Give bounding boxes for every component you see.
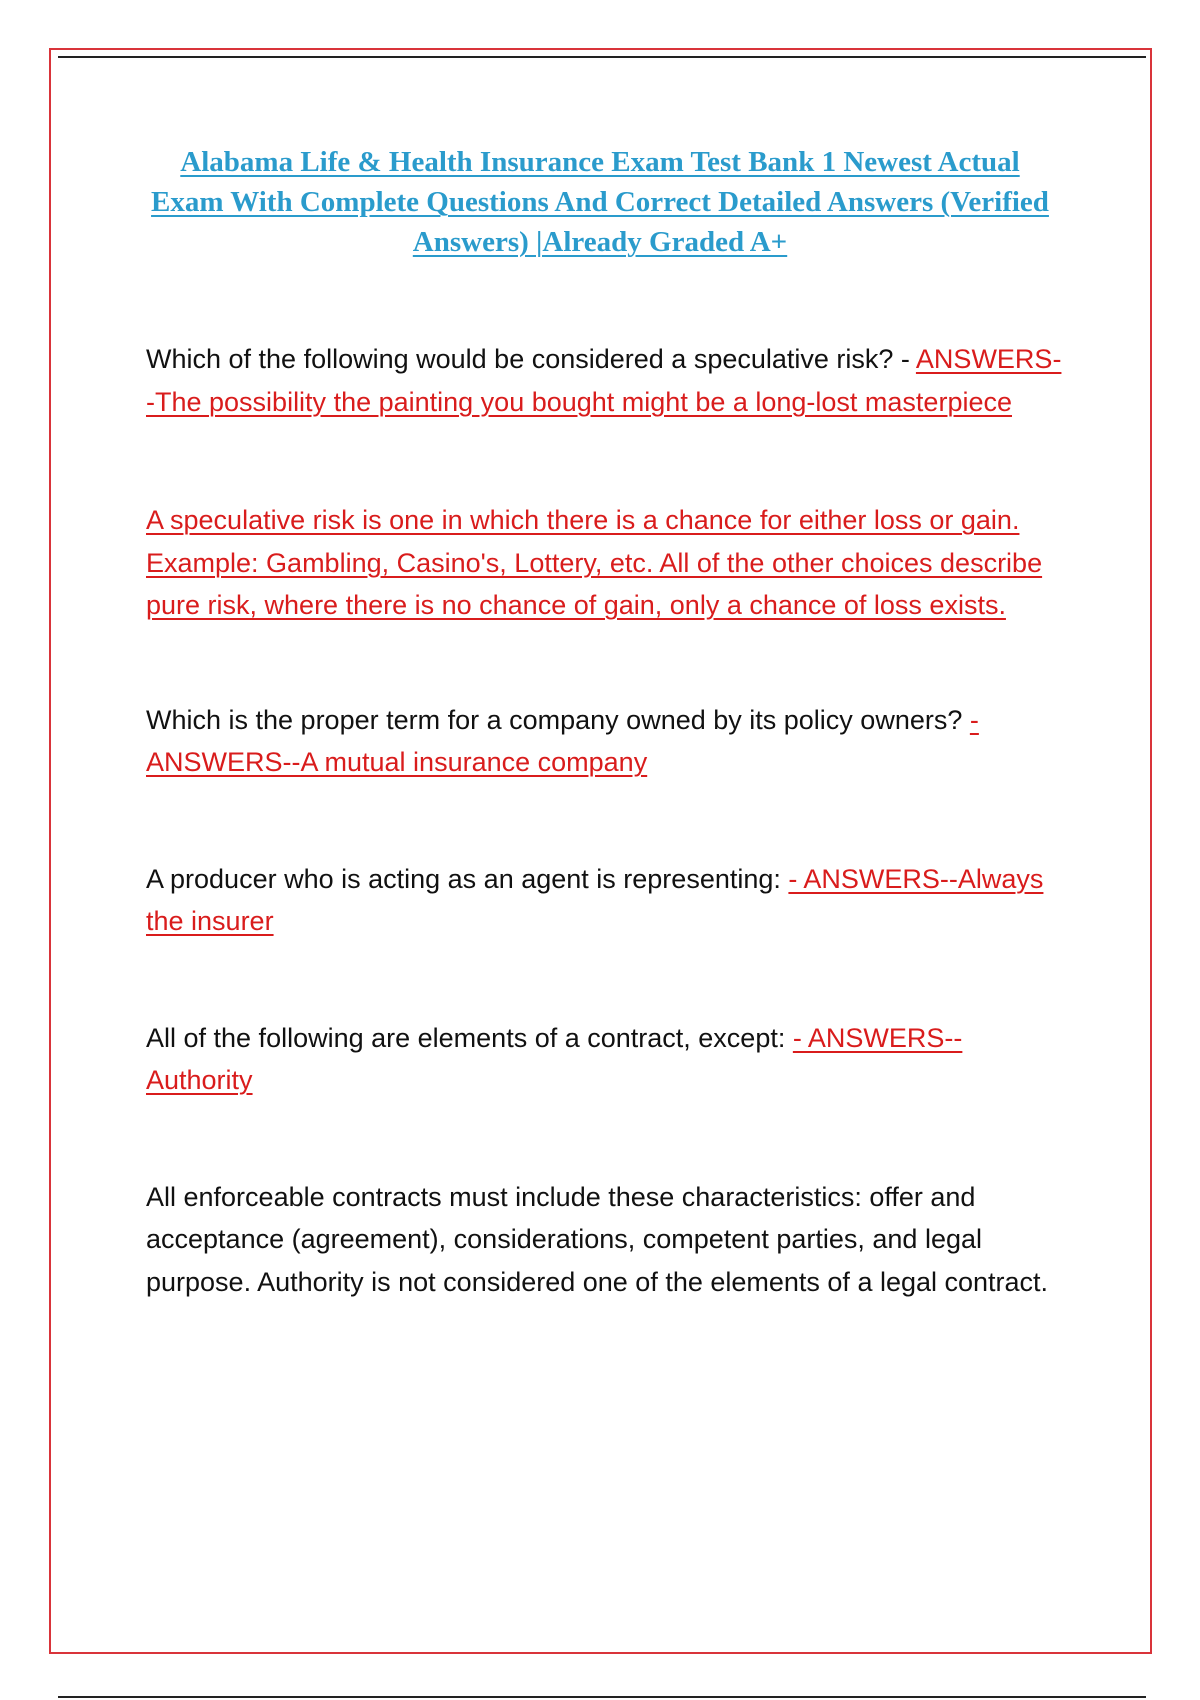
answer-text: - ANSWERS--Always the insurer <box>146 863 1044 936</box>
qa-contract-elements <box>146 1017 1066 1102</box>
qa-producer-agent <box>146 858 1066 943</box>
qa-speculative-risk <box>146 338 1066 423</box>
top-rule <box>58 56 1146 58</box>
qa-mutual-company <box>146 699 1066 784</box>
answer-text: - ANSWERS--A mutual insurance company <box>146 704 979 777</box>
bottom-rule <box>58 1696 1146 1698</box>
explanation-contract-elements: All enforceable contracts must include these characteristics: offer and acceptance (agreement), considerations, competent parties, and legal purpose. Authority is not considered one of the elements of a legal contract. <box>146 1181 1049 1297</box>
question-text: A producer who is acting as an agent is representing: <box>146 863 781 894</box>
question-text: Which is the proper term for a company owned by its policy owners? <box>146 704 963 735</box>
document-body <box>146 338 1066 1303</box>
document-title[interactable]: Alabama Life & Health Insurance Exam Test Bank 1 Newest Actual Exam With Complete Questions And Correct Detailed Answers (Verified Answers) |Already Graded A+ <box>151 146 1049 258</box>
answer-text: - ANSWERS--Authority <box>146 1022 963 1095</box>
question-text: All of the following are elements of a contract, except: <box>146 1022 786 1053</box>
question-text: Which of the following would be considered a speculative risk? - <box>146 344 910 374</box>
answer-text: ANSWERS--The possibility the painting you bought might be a long-lost masterpiece <box>146 344 1062 417</box>
explanation-speculative-risk: A speculative risk is one in which there is a chance for either loss or gain. Example: Gambling, Casino's, Lottery, etc. All of the other choices describe pure risk, where there is no chance of gain, only a chance of loss exists. <box>146 505 1043 620</box>
